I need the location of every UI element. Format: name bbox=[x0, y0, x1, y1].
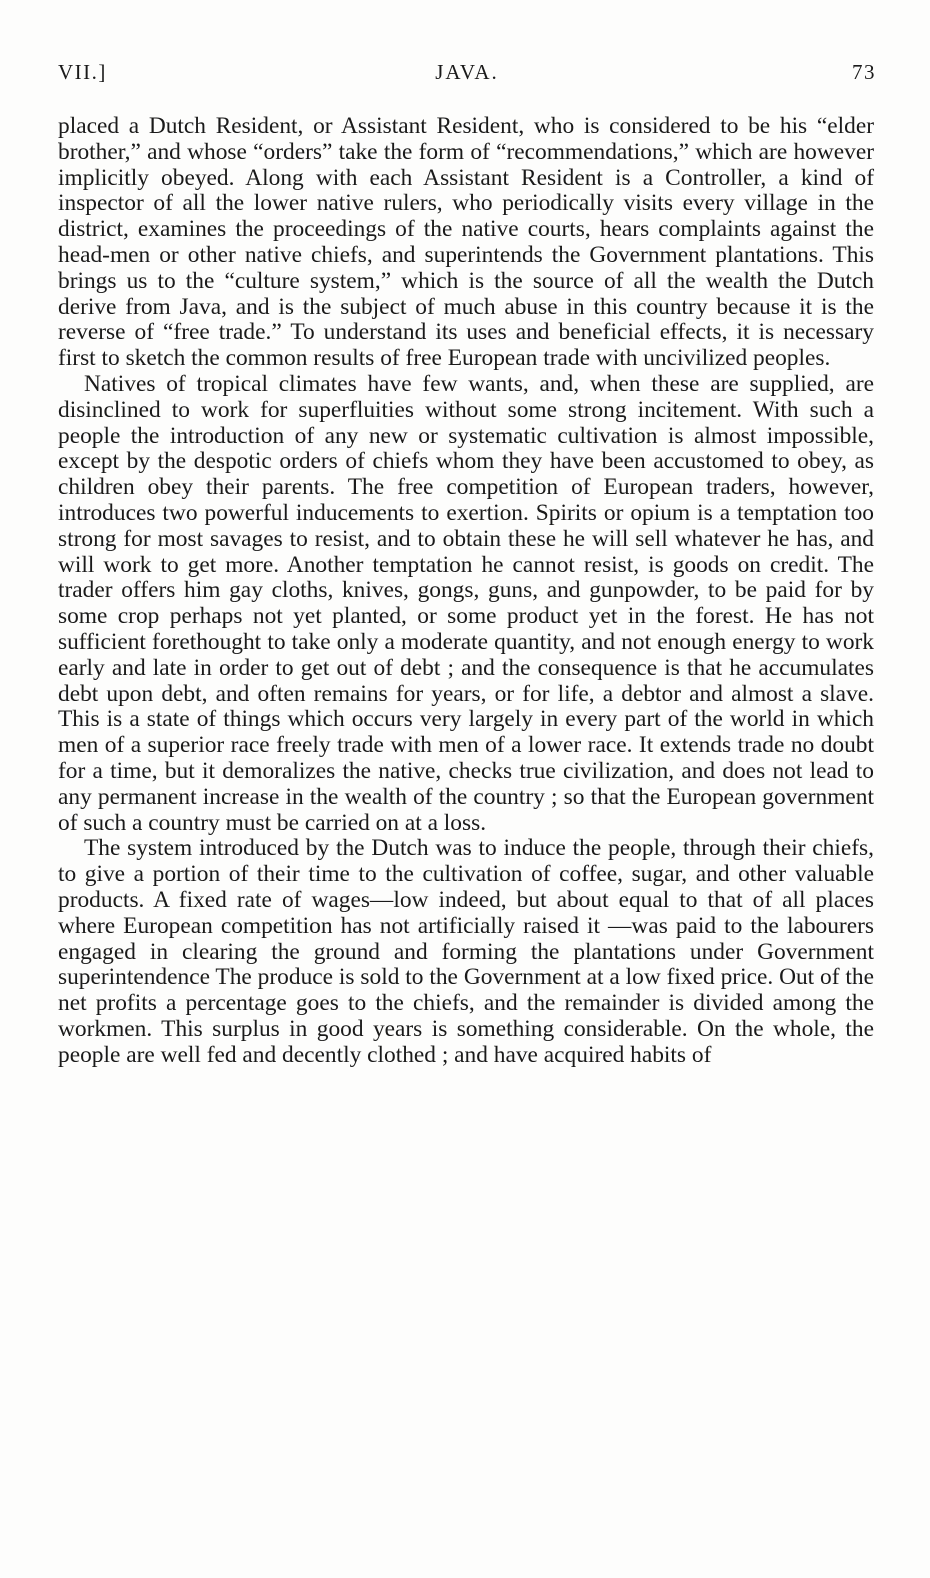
body-text bbox=[58, 114, 874, 1068]
paragraph-continued: placed a Dutch Resident, or Assistant Resident, who is considered to be his “elder brother,” and whose “orders” take the form of “recommendations,” which are however implicitly obeyed. Along with each Assistant Resident is a Controller, a kind of inspector of all the lower native rulers, who periodically visits every village in the district, examines the proceedings of the native courts, hears complaints against the head-men or other native chiefs, and superintends the Government plantations. This brings us to the “culture system,” which is the source of all the wealth the Dutch derive from Java, and is the subject of much abuse in this country because it is the reverse of “free trade.” To understand its uses and beneficial effects, it is necessary first to sketch the common results of free European trade with uncivilized peoples. bbox=[58, 113, 874, 372]
paragraph-dutch-system: The system introduced by the Dutch was to induce the people, through their chiefs, to give a portion of their time to the cultivation of coffee, sugar, and other valuable products. A fixed rate of wages—low indeed, but about equal to that of all places where European competition has not artificially raised it —was paid to the labourers engaged in clearing the ground and forming the plantations under Government superintendence The produce is sold to the Government at a low fixed price. Out of the net profits a percentage goes to the chiefs, and the remainder is divided among the workmen. This surplus in good years is something considerable. On the whole, the people are well fed and decently clothed ; and have acquired habits of bbox=[58, 835, 874, 1068]
chapter-number: VII.] bbox=[58, 60, 107, 84]
page-number: 73 bbox=[852, 60, 876, 84]
paragraph-natives: Natives of tropical climates have few wants, and, when these are supplied, are disinclined to work for superfluities without some strong incitement. With such a people the introduction of any new or systematic cultivation is almost impossible, except by the despotic orders of chiefs whom they have been accustomed to obey, as children obey their parents. The free competition of European traders, however, introduces two powerful inducements to exertion. Spirits or opium is a temptation too strong for most savages to resist, and to obtain these he will sell whatever he has, and will work to get more. Another temptation he cannot resist, is goods on credit. The trader offers him gay cloths, knives, gongs, guns, and gunpowder, to be paid for by some crop perhaps not yet planted, or some product yet in the forest. He has not sufficient forethought to take only a moderate quantity, and not enough energy to work early and late in order to get out of debt ; and the consequence is that he accumulates debt upon debt, and often remains for years, or for life, a debtor and almost a slave. This is a state of things which occurs very largely in every part of the world in which men of a superior race freely trade with men of a lower race. It extends trade no doubt for a time, but it demoralizes the native, checks true civilization, and does not lead to any permanent increase in the wealth of the country ; so that the European government of such a country must be carried on at a loss. bbox=[58, 370, 874, 836]
running-head bbox=[58, 60, 876, 90]
running-title: JAVA. bbox=[435, 60, 499, 84]
